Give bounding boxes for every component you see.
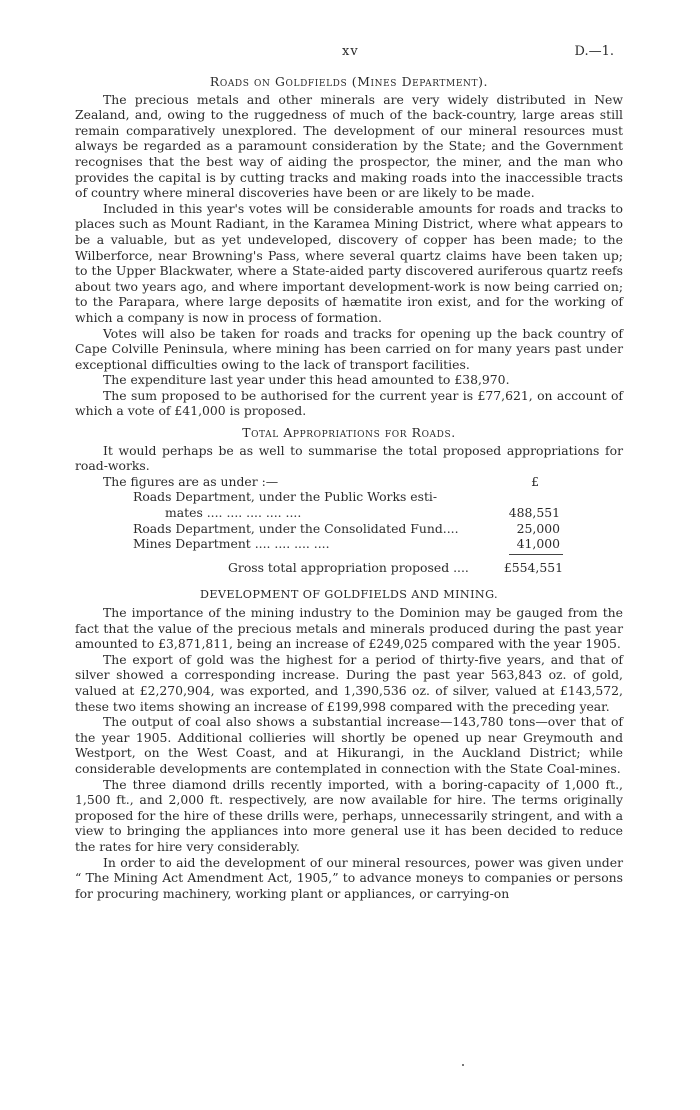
roads-paragraph: The sum proposed to be authorised for the current year is £77,621, on account of which a vote of £41,000 is proposed. xyxy=(75,387,623,419)
document-reference: D.—1. xyxy=(574,44,614,59)
sum-rule-row xyxy=(75,552,623,560)
appropriations-heading: Total Appropriations for Roads. xyxy=(242,425,456,441)
roads-paragraph: Votes will also be taken for roads and tracks for opening up the back country of Cape Colville Peninsula, where mining has been carried on for many years past under exceptional difficulties owing to the lack of transport facilities. xyxy=(75,325,623,372)
document-body xyxy=(75,74,623,901)
item-amount: 41,000 xyxy=(516,536,560,552)
development-paragraph: In order to aid the development of our mineral resources, power was given under “ The Mining Act Amendment Act, 1905,” to advance moneys to companies or persons for procuring machinery, working plant or appliances, or carrying-on xyxy=(75,854,623,901)
scan-mark xyxy=(462,1064,464,1066)
table-row xyxy=(75,489,623,505)
item-label-continued: mates .... .... .... .... .... xyxy=(165,505,302,521)
total-amount: £554,551 xyxy=(503,559,563,575)
item-label: Roads Department, under the Public Works esti- xyxy=(133,489,438,505)
item-amount: 488,551 xyxy=(508,505,560,521)
sum-rule xyxy=(509,554,563,555)
page-header xyxy=(0,44,700,62)
page-number: xv xyxy=(342,44,359,59)
currency-unit: £ xyxy=(531,473,539,489)
item-label: Roads Department, under the Consolidated Fund.... xyxy=(133,520,459,536)
roads-paragraph: The precious metals and other minerals are very widely distributed in New Zealand, and, owing to the ruggedness of much of the back-country, large areas still remain comparatively unexplored. The development of our mineral resources must always be regarded as a paramount consideration by the State; and the Government recognises that the best way of aiding the prospector, the miner, and the man who provides the capital is by cutting tracks and making roads into the inaccessible tracts of country where mineral discoveries have been or are likely to be made. xyxy=(75,91,623,201)
table-row xyxy=(75,521,623,537)
total-label: Gross total appropriation proposed .... xyxy=(228,559,469,575)
development-paragraph: The export of gold was the highest for a period of thirty-five years, and that of silver showed a corresponding increase. During the past year 563,843 oz. of gold, valued at £2,270,904, was exported, and 1,390,536 oz. of silver, valued at £143,572, these two items showing an increase of £199,998 compared with the preceding year. xyxy=(75,651,623,714)
development-paragraph: The output of coal also shows a substantial increase—143,780 tons—over that of the year 1905. Additional collieries will shortly be opened up near Greymouth and Westport, on the West Coast, and at Hikurangi, in the Auckland District; while considerable developments are contemplated in connection with the State Coal-mines. xyxy=(75,714,623,776)
roads-paragraph: The expenditure last year under this head amounted to £38,970. xyxy=(103,372,510,388)
roads-heading: Roads on Goldfields (Mines Department). xyxy=(209,74,489,89)
table-row xyxy=(75,536,623,552)
total-row xyxy=(75,560,623,576)
item-label: Mines Department .... .... .... .... xyxy=(133,536,330,552)
item-amount: 25,000 xyxy=(516,520,560,536)
figures-intro-row xyxy=(75,474,623,490)
development-paragraph: The three diamond drills recently imported, with a boring-capacity of 1,000 ft., 1,500 ft., and 2,000 ft. respectively, are now available for hire. The terms originally proposed for the hire of these drills were, perhaps, unnecessarily stringent, and with a view to bringing the appliances into more general use it has been decided to reduce the rates for hire very considerably. xyxy=(75,776,623,854)
roads-paragraph: Included in this year's votes will be considerable amounts for roads and tracks to places such as Mount Radiant, in the Karamea Mining District, where what appears to be a valuable, but as yet undeveloped, discovery of copper has been made; to the Wilberforce, near Browning's Pass, where several quartz claims have been taken up; to the Upper Blackwater, where a State-aided party discovered auriferous quartz reefs about two years ago, and where important development-work is now being carried on; to the Parapara, where large deposits of hæmatite iron exist, and for the working of which a company is now in process of formation. xyxy=(75,200,623,325)
development-paragraph: The importance of the mining industry to the Dominion may be gauged from the fact that the value of the precious metals and minerals produced during the past year amounted to £3,871,811, being an increase of £249,025 compared with the year 1905. xyxy=(75,605,623,652)
figures-intro: The figures are as under :— xyxy=(103,473,279,489)
development-heading: DEVELOPMENT OF GOLDFIELDS AND MINING. xyxy=(199,588,499,602)
appropriations-table xyxy=(75,474,623,576)
table-row xyxy=(75,505,623,521)
appropriations-intro: It would perhaps be as well to summarise the total proposed appropriations for road-works. xyxy=(75,442,623,474)
